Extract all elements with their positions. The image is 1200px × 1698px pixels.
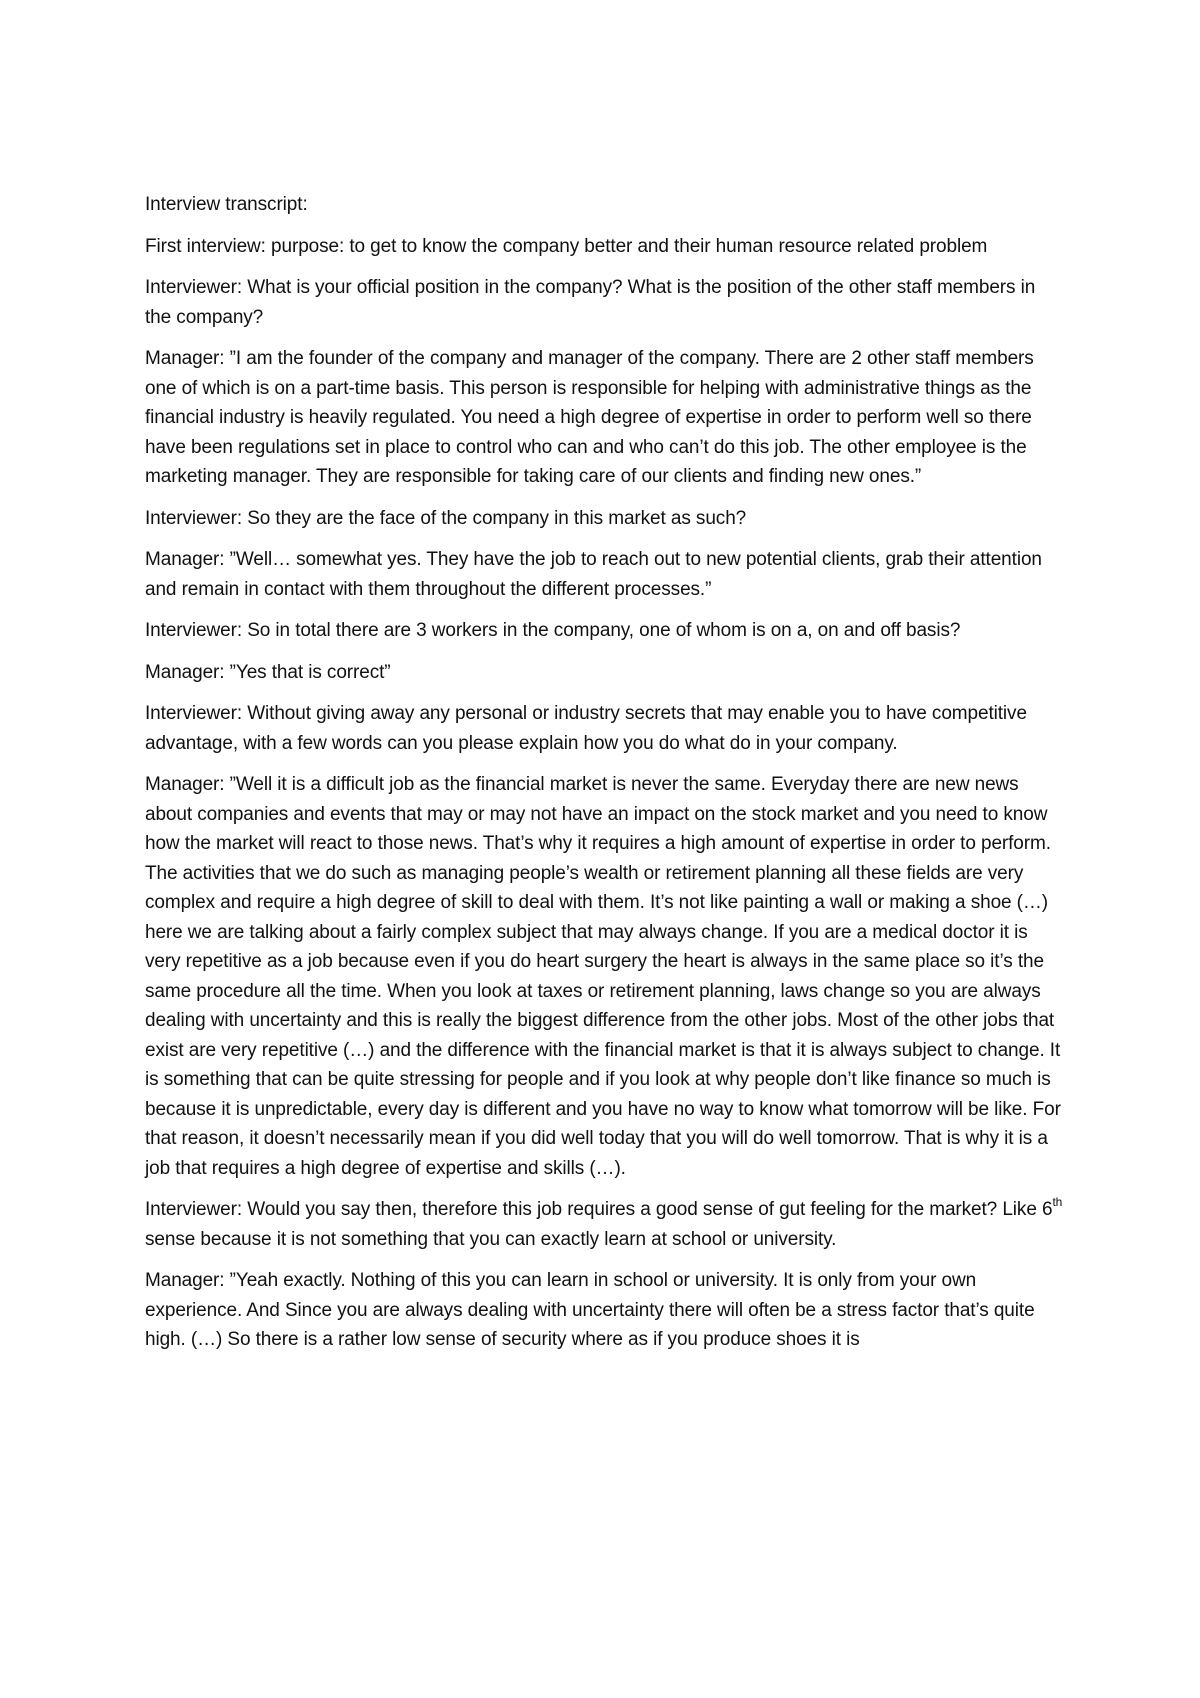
speaker-label: Manager: — [145, 348, 225, 369]
exchange-7 — [145, 699, 1065, 758]
speaker-label: Interviewer: — [145, 703, 243, 724]
exchange-text: Without giving away any personal or industry secrets that may enable you to have competitive advantage, with a few words can you please explain how you do what do in your company. — [145, 703, 1027, 754]
exchange-5 — [145, 616, 1065, 646]
exchange-1 — [145, 273, 1065, 332]
exchange-text: ”Yes that is correct” — [229, 661, 391, 683]
exchange-text-after: sense because it is not something that you can exactly learn at school or university. — [145, 1228, 837, 1250]
exchange-text: ”Well… somewhat yes. They have the job to reach out to new potential clients, grab their attention and remain in contact with them throughout the different processes.” — [145, 549, 1042, 600]
exchange-6 — [145, 658, 1065, 688]
interview-purpose: First interview: purpose: to get to know the company better and their human resource related problem — [145, 235, 988, 257]
exchange-text: ”Well it is a difficult job as the financial market is never the same. Everyday there are new news about companies and events that may or may not have an impact on the stock market and you need to know how the market will react to those news. That’s why it requires a high amount of expertise in order to perform. The activities that we do such as managing people’s wealth or retirement planning all these fields are very complex and require a high degree of skill to deal with them. It’s not like painting a wall or making a shoe (…) here we are talking about a fairly complex subject that may always change. If you are a medical doctor it is very repetitive as a job because even if you do heart surgery the heart is always in the same place so it’s the same procedure all the time. When you look at taxes or retirement planning, laws change so you are always dealing with uncertainty and this is really the biggest difference from the other jobs. Most of the other jobs that exist are very repetitive (…) and the difference with the financial market is that it is always subject to change. It is something that can be quite stressing for people and if you look at why people don’t like finance so much is because it is unpredictable, every day is different and you have no way to know what tomorrow will be like. For that reason, it doesn’t necessarily mean if you did well today that you will do well tomorrow. That is why it is a job that requires a high degree of expertise and skills (…). — [145, 774, 1061, 1179]
speaker-label: Manager: — [145, 774, 225, 795]
exchange-text: So in total there are 3 workers in the company, one of whom is on a, on and off basis? — [247, 620, 961, 641]
speaker-label: Interviewer: — [145, 620, 243, 641]
document-title: Interview transcript: — [145, 194, 308, 215]
exchange-text-before: Would you say then, therefore this job requires a good sense of gut feeling for the market? Like 6 — [247, 1199, 1053, 1220]
exchange-4 — [145, 545, 1065, 604]
exchange-2 — [145, 344, 1065, 492]
speaker-label: Manager: — [145, 549, 225, 570]
exchange-text: ”Yeah exactly. Nothing of this you can learn in school or university. It is only from your own experience. And Since you are always dealing with uncertainty there will often be a stress factor that’s quite high. (…) So there is a rather low sense of security where as if you produce shoes it is — [145, 1270, 1035, 1350]
exchange-text: What is your official position in the company? What is the position of the other staff members in the company? — [145, 277, 1036, 328]
exchange-text: So they are the face of the company in this market as such? — [247, 507, 747, 529]
speaker-label: Interviewer: — [145, 277, 243, 298]
speaker-label: Interviewer: — [145, 507, 243, 529]
exchange-9 — [145, 1195, 1065, 1254]
exchange-10 — [145, 1266, 1065, 1355]
ordinal-superscript: th — [1052, 1194, 1063, 1209]
exchange-3 — [145, 504, 1065, 534]
exchange-8 — [145, 770, 1065, 1183]
speaker-label: Manager: — [145, 661, 225, 683]
speaker-label: Manager: — [145, 1270, 225, 1291]
exchange-text: ”I am the founder of the company and manager of the company. There are 2 other staff members one of which is on a part-time basis. This person is responsible for helping with administrative things as the financial industry is heavily regulated. You need a high degree of expertise in order to perform well so there have been regulations set in place to control who can and who can’t do this job. The other employee is the marketing manager. They are responsible for taking care of our clients and finding new ones.” — [145, 348, 1034, 487]
speaker-label: Interviewer: — [145, 1199, 243, 1220]
transcript-body — [145, 190, 1065, 1367]
